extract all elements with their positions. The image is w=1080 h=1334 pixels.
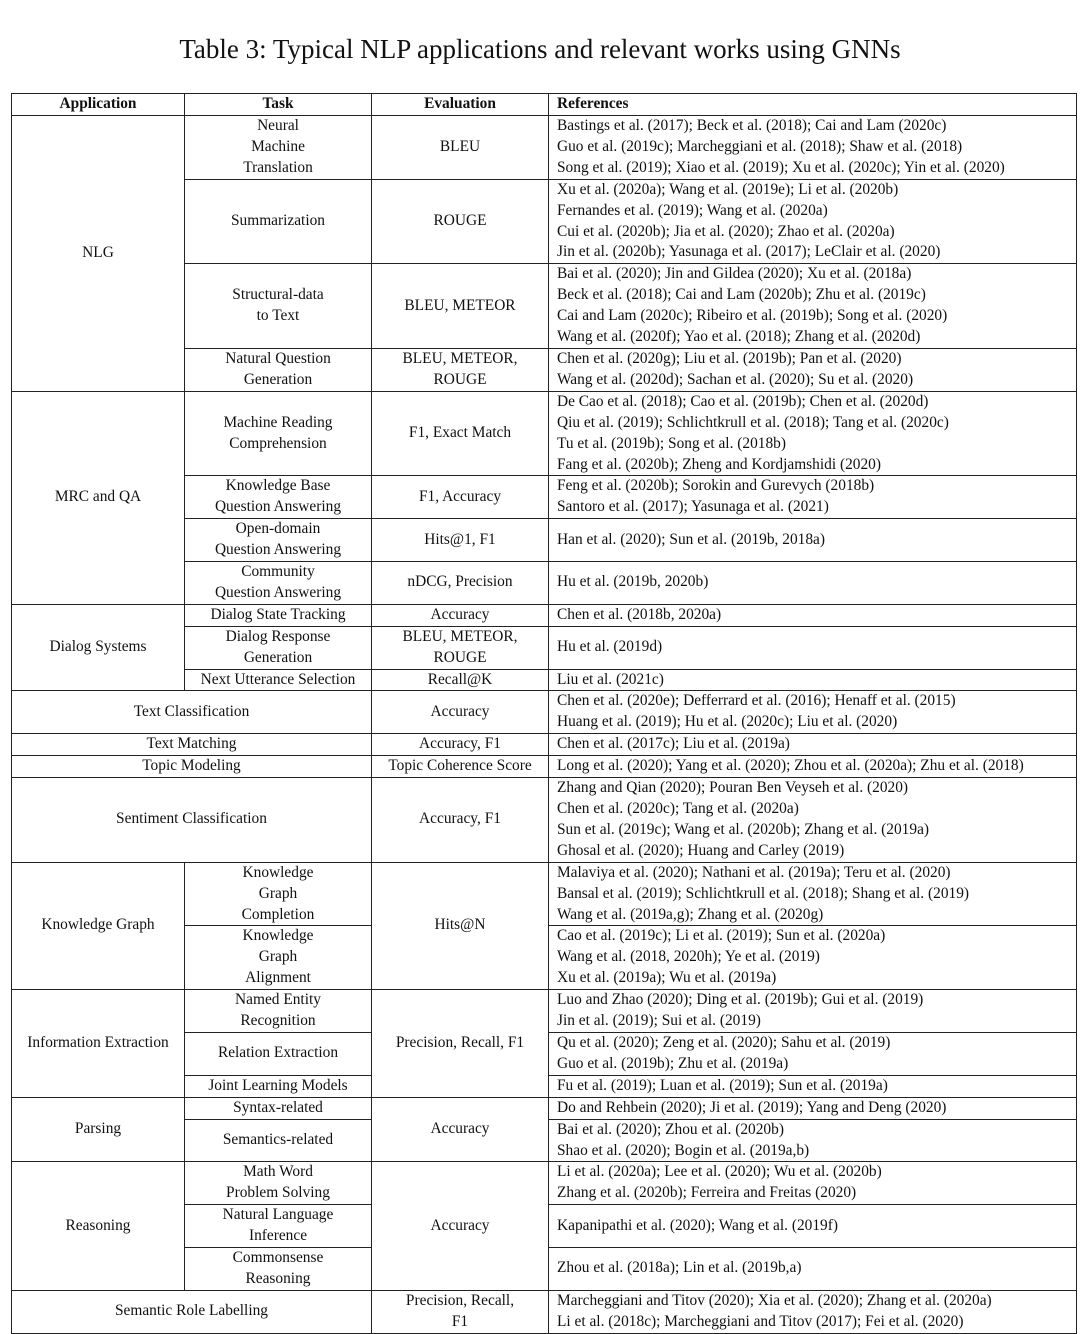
evaluation-cell — [372, 519, 549, 562]
cell-line: Natural Language — [222, 1206, 334, 1224]
cell-line: Han et al. (2020); Sun et al. (2019b, 2018a) — [557, 530, 825, 548]
cell-line: Joint Learning Models — [208, 1076, 348, 1094]
cell-line: Bastings et al. (2017); Beck et al. (2018); Cai and Lam (2020c) — [557, 117, 947, 134]
references-cell — [549, 1097, 1077, 1119]
cell-line: NLG — [82, 243, 114, 261]
evaluation-cell — [372, 562, 549, 605]
cell-line: Jin et al. (2020b); Yasunaga et al. (2017); LeClair et al. (2020) — [557, 243, 941, 261]
references-cell — [549, 348, 1077, 391]
cell-line: nDCG, Precision — [407, 573, 513, 591]
application-cell — [12, 734, 372, 756]
cell-line: Completion — [241, 905, 315, 923]
cell-line: Fernandes et al. (2019); Wang et al. (2020a) — [557, 201, 828, 219]
cell-line: Guo et al. (2019b); Zhu et al. (2019a) — [557, 1054, 789, 1072]
cell-line: Sun et al. (2019c); Wang et al. (2020b); Zhang et al. (2019a) — [557, 820, 930, 838]
cell-line: Structural-data — [232, 286, 324, 304]
cell-line: Precision, Recall, — [405, 1291, 515, 1309]
header-application: Application — [12, 94, 185, 116]
references-cell — [549, 990, 1077, 1033]
task-cell — [185, 1032, 372, 1075]
references-cell — [549, 1290, 1077, 1333]
references-cell — [549, 669, 1077, 691]
references-cell — [549, 604, 1077, 626]
cell-line: Generation — [243, 648, 313, 666]
cell-line: Summarization — [230, 212, 326, 230]
cell-line: Marcheggiani and Titov (2020); Xia et al. (2020); Zhang et al. (2020a) — [557, 1291, 992, 1309]
cell-line: Translation — [243, 158, 313, 176]
cell-line: Accuracy — [430, 1216, 490, 1234]
cell-line: Syntax-related — [233, 1098, 323, 1116]
task-cell — [185, 348, 372, 391]
task-cell — [185, 604, 372, 626]
evaluation-cell — [372, 1097, 549, 1162]
application-cell — [12, 1290, 372, 1333]
evaluation-cell — [372, 990, 549, 1098]
application-cell — [12, 862, 185, 989]
cell-line: F1 — [451, 1312, 469, 1330]
references-cell — [549, 1075, 1077, 1097]
cell-line: ROUGE — [433, 648, 487, 666]
evaluation-cell — [372, 1162, 549, 1290]
cell-line: Commonsense — [232, 1249, 324, 1267]
cell-line: Song et al. (2019); Xiao et al. (2019); Xu et al. (2020c); Yin et al. (2020) — [557, 158, 1005, 176]
cell-line: Hu et al. (2019d) — [557, 638, 663, 656]
cell-line: Cao et al. (2019c); Li et al. (2019); Sun et al. (2020a) — [557, 927, 886, 945]
cell-line: Math Word — [243, 1163, 313, 1181]
table-row — [12, 1162, 1077, 1205]
cell-line: Bansal et al. (2019); Schlichtkrull et al. (2018); Shang et al. (2019) — [557, 884, 970, 902]
table-row — [12, 862, 1077, 926]
cell-line: Wang et al. (2020d); Sachan et al. (2020); Su et al. (2020) — [557, 370, 914, 388]
cell-line: Reasoning — [65, 1216, 131, 1234]
task-cell — [185, 116, 372, 180]
cell-line: Accuracy — [430, 702, 490, 720]
cell-line: Zhang and Qian (2020); Pouran Ben Veyseh et al. (2020) — [557, 779, 909, 797]
cell-line: BLEU, METEOR — [404, 296, 516, 314]
application-cell — [12, 691, 372, 734]
cell-line: Chen et al. (2020c); Tang et al. (2020a) — [557, 800, 799, 817]
cell-line: Zhou et al. (2018a); Lin et al. (2019b,a) — [557, 1259, 802, 1277]
references-cell — [549, 734, 1077, 756]
cell-line: Kapanipathi et al. (2020); Wang et al. (2019f) — [557, 1216, 838, 1234]
cell-line: Parsing — [74, 1120, 122, 1138]
cell-line: Chen et al. (2018b, 2020a) — [557, 605, 722, 623]
header-references: References — [549, 94, 1077, 116]
cell-line: Long et al. (2020); Yang et al. (2020); Zhou et al. (2020a); Zhu et al. (2018) — [557, 757, 1024, 775]
application-cell — [12, 116, 185, 392]
table-row — [12, 604, 1077, 626]
cell-line: Text Matching — [146, 735, 237, 753]
cell-line: Graph — [258, 948, 298, 966]
task-cell — [185, 476, 372, 519]
cell-line: Hits@1, F1 — [424, 530, 496, 548]
cell-line: Alignment — [245, 969, 311, 987]
application-cell — [12, 1097, 185, 1162]
cell-line: Fu et al. (2019); Luan et al. (2019); Sun et al. (2019a) — [557, 1076, 888, 1094]
references-cell — [549, 116, 1077, 180]
cell-line: Wang et al. (2018, 2020h); Ye et al. (2019) — [557, 948, 820, 966]
cell-line: Accuracy, F1 — [419, 810, 501, 828]
cell-line: Information Extraction — [27, 1033, 169, 1051]
cell-line: Qu et al. (2020); Zeng et al. (2020); Sahu et al. (2019) — [557, 1033, 891, 1051]
cell-line: Question Answering — [214, 583, 342, 601]
header-evaluation: Evaluation — [372, 94, 549, 116]
cell-line: Li et al. (2018c); Marcheggiani and Titov (2017); Fei et al. (2020) — [557, 1312, 964, 1330]
references-cell — [549, 562, 1077, 605]
table-caption: Table 3: Typical NLP applications and relevant works using GNNs — [179, 34, 901, 64]
cell-line: Chen et al. (2020e); Defferrard et al. (2016); Henaff et al. (2015) — [557, 692, 956, 710]
task-cell — [185, 669, 372, 691]
cell-line: Huang et al. (2019); Hu et al. (2020c); Liu et al. (2020) — [557, 713, 898, 731]
cell-line: Cui et al. (2020b); Jia et al. (2020); Zhao et al. (2020a) — [557, 222, 895, 240]
table-row — [12, 691, 1077, 734]
cell-line: Relation Extraction — [217, 1044, 339, 1062]
task-cell — [185, 1162, 372, 1205]
cell-line: Malaviya et al. (2020); Nathani et al. (2019a); Teru et al. (2020) — [557, 863, 951, 881]
cell-line: Chen et al. (2017c); Liu et al. (2019a) — [557, 735, 790, 753]
cell-line: Bai et al. (2020); Zhou et al. (2020b) — [557, 1120, 784, 1138]
cell-line: Machine Reading — [223, 413, 333, 431]
evaluation-cell — [372, 116, 549, 180]
task-cell — [185, 179, 372, 264]
evaluation-cell — [372, 179, 549, 264]
cell-line: Recall@K — [427, 670, 493, 688]
cell-line: Xu et al. (2019a); Wu et al. (2019a) — [557, 969, 777, 987]
cell-line: Fang et al. (2020b); Zheng and Kordjamshidi (2020) — [557, 455, 881, 473]
references-cell — [549, 179, 1077, 264]
cell-line: Precision, Recall, F1 — [395, 1033, 525, 1051]
cell-line: Hu et al. (2019b, 2020b) — [557, 573, 709, 591]
evaluation-cell — [372, 756, 549, 778]
cell-line: Semantics-related — [222, 1131, 334, 1149]
evaluation-cell — [372, 391, 549, 476]
references-cell — [549, 862, 1077, 926]
cell-line: Community — [241, 563, 315, 581]
cell-line: Jin et al. (2019); Sui et al. (2019) — [557, 1012, 761, 1030]
cell-line: Guo et al. (2019c); Marcheggiani et al. (2018); Shaw et al. (2018) — [557, 137, 963, 155]
evaluation-cell — [372, 604, 549, 626]
references-cell — [549, 1248, 1077, 1291]
references-cell — [549, 626, 1077, 669]
cell-line: Accuracy — [430, 605, 490, 623]
application-cell — [12, 778, 372, 863]
cell-line: Li et al. (2020a); Lee et al. (2020); Wu et al. (2020b) — [557, 1163, 882, 1181]
cell-line: F1, Exact Match — [408, 424, 512, 442]
cell-line: Topic Coherence Score — [388, 757, 532, 775]
evaluation-cell — [372, 348, 549, 391]
cell-line: Neural — [257, 117, 299, 134]
cell-line: BLEU, METEOR, — [402, 627, 518, 645]
evaluation-cell — [372, 862, 549, 989]
cell-line: ROUGE — [433, 212, 487, 230]
cell-line: Feng et al. (2020b); Sorokin and Gurevych (2018b) — [557, 477, 875, 495]
cell-line: Dialog Response — [225, 627, 331, 645]
cell-line: Named Entity — [235, 991, 321, 1009]
cell-line: Wang et al. (2019a,g); Zhang et al. (2020g) — [557, 905, 824, 923]
table-row — [12, 1097, 1077, 1119]
cell-line: Topic Modeling — [142, 757, 241, 775]
task-cell — [185, 990, 372, 1033]
cell-line: Cai and Lam (2020c); Ribeiro et al. (2019b); Song et al. (2020) — [557, 307, 948, 325]
cell-line: Knowledge — [242, 863, 314, 881]
table-row — [12, 778, 1077, 863]
cell-line: Tu et al. (2019b); Song et al. (2018b) — [557, 434, 786, 452]
cell-line: Liu et al. (2021c) — [557, 670, 664, 688]
application-cell — [12, 990, 185, 1098]
cell-line: Sentiment Classification — [116, 810, 267, 828]
cell-line: ROUGE — [433, 370, 487, 388]
references-cell — [549, 1162, 1077, 1205]
references-cell — [549, 756, 1077, 778]
cell-line: Santoro et al. (2017); Yasunaga et al. (2021) — [557, 498, 829, 516]
references-cell — [549, 391, 1077, 476]
application-cell — [12, 391, 185, 604]
cell-line: MRC and QA — [54, 488, 142, 506]
cell-line: Ghosal et al. (2020); Huang and Carley (2019) — [557, 841, 845, 859]
cell-line: F1, Accuracy — [418, 487, 502, 505]
references-cell — [549, 1205, 1077, 1248]
evaluation-cell — [372, 669, 549, 691]
cell-line: Inference — [248, 1227, 308, 1245]
header-row — [12, 94, 1077, 116]
table-row — [12, 391, 1077, 476]
cell-line: Zhang et al. (2020b); Ferreira and Freitas (2020) — [557, 1184, 857, 1202]
cell-line: BLEU, METEOR, — [402, 349, 518, 367]
table-row — [12, 990, 1077, 1033]
cell-line: Semantic Role Labelling — [114, 1302, 268, 1320]
references-cell — [549, 691, 1077, 734]
cell-line: Comprehension — [229, 434, 327, 452]
application-cell — [12, 756, 372, 778]
task-cell — [185, 519, 372, 562]
references-cell — [549, 476, 1077, 519]
task-cell — [185, 391, 372, 476]
references-cell — [549, 926, 1077, 990]
task-cell — [185, 562, 372, 605]
task-cell — [185, 1119, 372, 1162]
cell-line: Recognition — [240, 1012, 316, 1030]
cell-line: Bai et al. (2020); Jin and Gildea (2020); Xu et al. (2018a) — [557, 265, 912, 283]
evaluation-cell — [372, 264, 549, 349]
cell-line: Xu et al. (2020a); Wang et al. (2019e); Li et al. (2020b) — [557, 180, 899, 198]
cell-line: Wang et al. (2020f); Yao et al. (2018); Zhang et al. (2020d) — [557, 328, 921, 346]
cell-line: Problem Solving — [226, 1184, 330, 1202]
task-cell — [185, 1248, 372, 1291]
table-row — [12, 756, 1077, 778]
evaluation-cell — [372, 734, 549, 756]
task-cell — [185, 862, 372, 926]
header-task: Task — [185, 94, 372, 116]
cell-line: Knowledge — [242, 927, 314, 945]
references-cell — [549, 1119, 1077, 1162]
cell-line: De Cao et al. (2018); Cao et al. (2019b); Chen et al. (2020d) — [557, 392, 929, 410]
table-row — [12, 734, 1077, 756]
applications-table — [11, 93, 1077, 1334]
cell-line: Chen et al. (2020g); Liu et al. (2019b); Pan et al. (2020) — [557, 349, 902, 367]
cell-line: Reasoning — [245, 1269, 311, 1287]
references-cell — [549, 778, 1077, 863]
cell-line: Graph — [258, 884, 298, 902]
cell-line: Text Classification — [133, 702, 250, 720]
references-cell — [549, 1032, 1077, 1075]
task-cell — [185, 626, 372, 669]
task-cell — [185, 1075, 372, 1097]
cell-line: Generation — [243, 370, 313, 388]
cell-line: Accuracy — [430, 1120, 490, 1138]
task-cell — [185, 1097, 372, 1119]
cell-line: Qiu et al. (2019); Schlichtkrull et al. (2018); Tang et al. (2020c) — [557, 413, 949, 431]
evaluation-cell — [372, 1290, 549, 1333]
application-cell — [12, 604, 185, 691]
cell-line: Knowledge Base — [225, 477, 331, 495]
cell-line: Luo and Zhao (2020); Ding et al. (2019b); Gui et al. (2019) — [557, 991, 924, 1009]
references-cell — [549, 264, 1077, 349]
task-cell — [185, 1205, 372, 1248]
evaluation-cell — [372, 778, 549, 863]
cell-line: Shao et al. (2020); Bogin et al. (2019a,b) — [557, 1141, 810, 1159]
evaluation-cell — [372, 476, 549, 519]
evaluation-cell — [372, 626, 549, 669]
cell-line: Natural Question — [225, 349, 331, 367]
cell-line: Accuracy, F1 — [419, 735, 501, 753]
cell-line: Dialog Systems — [49, 638, 147, 656]
cell-line: Beck et al. (2018); Cai and Lam (2020b); Zhu et al. (2019c) — [557, 286, 926, 304]
cell-line: Knowledge Graph — [41, 916, 155, 934]
table-row — [12, 116, 1077, 180]
task-cell — [185, 264, 372, 349]
cell-line: Hits@N — [434, 916, 486, 934]
cell-line: Question Answering — [214, 498, 342, 516]
task-cell — [185, 926, 372, 990]
application-cell — [12, 1162, 185, 1290]
table-row — [12, 1290, 1077, 1333]
cell-line: BLEU — [439, 137, 481, 155]
cell-line: Next Utterance Selection — [200, 670, 356, 688]
cell-line: Do and Rehbein (2020); Ji et al. (2019); Yang and Deng (2020) — [557, 1098, 947, 1116]
cell-line: Dialog State Tracking — [210, 605, 346, 623]
cell-line: Open-domain — [235, 520, 321, 538]
evaluation-cell — [372, 691, 549, 734]
references-cell — [549, 519, 1077, 562]
cell-line: Machine — [251, 137, 305, 155]
cell-line: to Text — [256, 307, 300, 325]
cell-line: Question Answering — [214, 541, 342, 559]
